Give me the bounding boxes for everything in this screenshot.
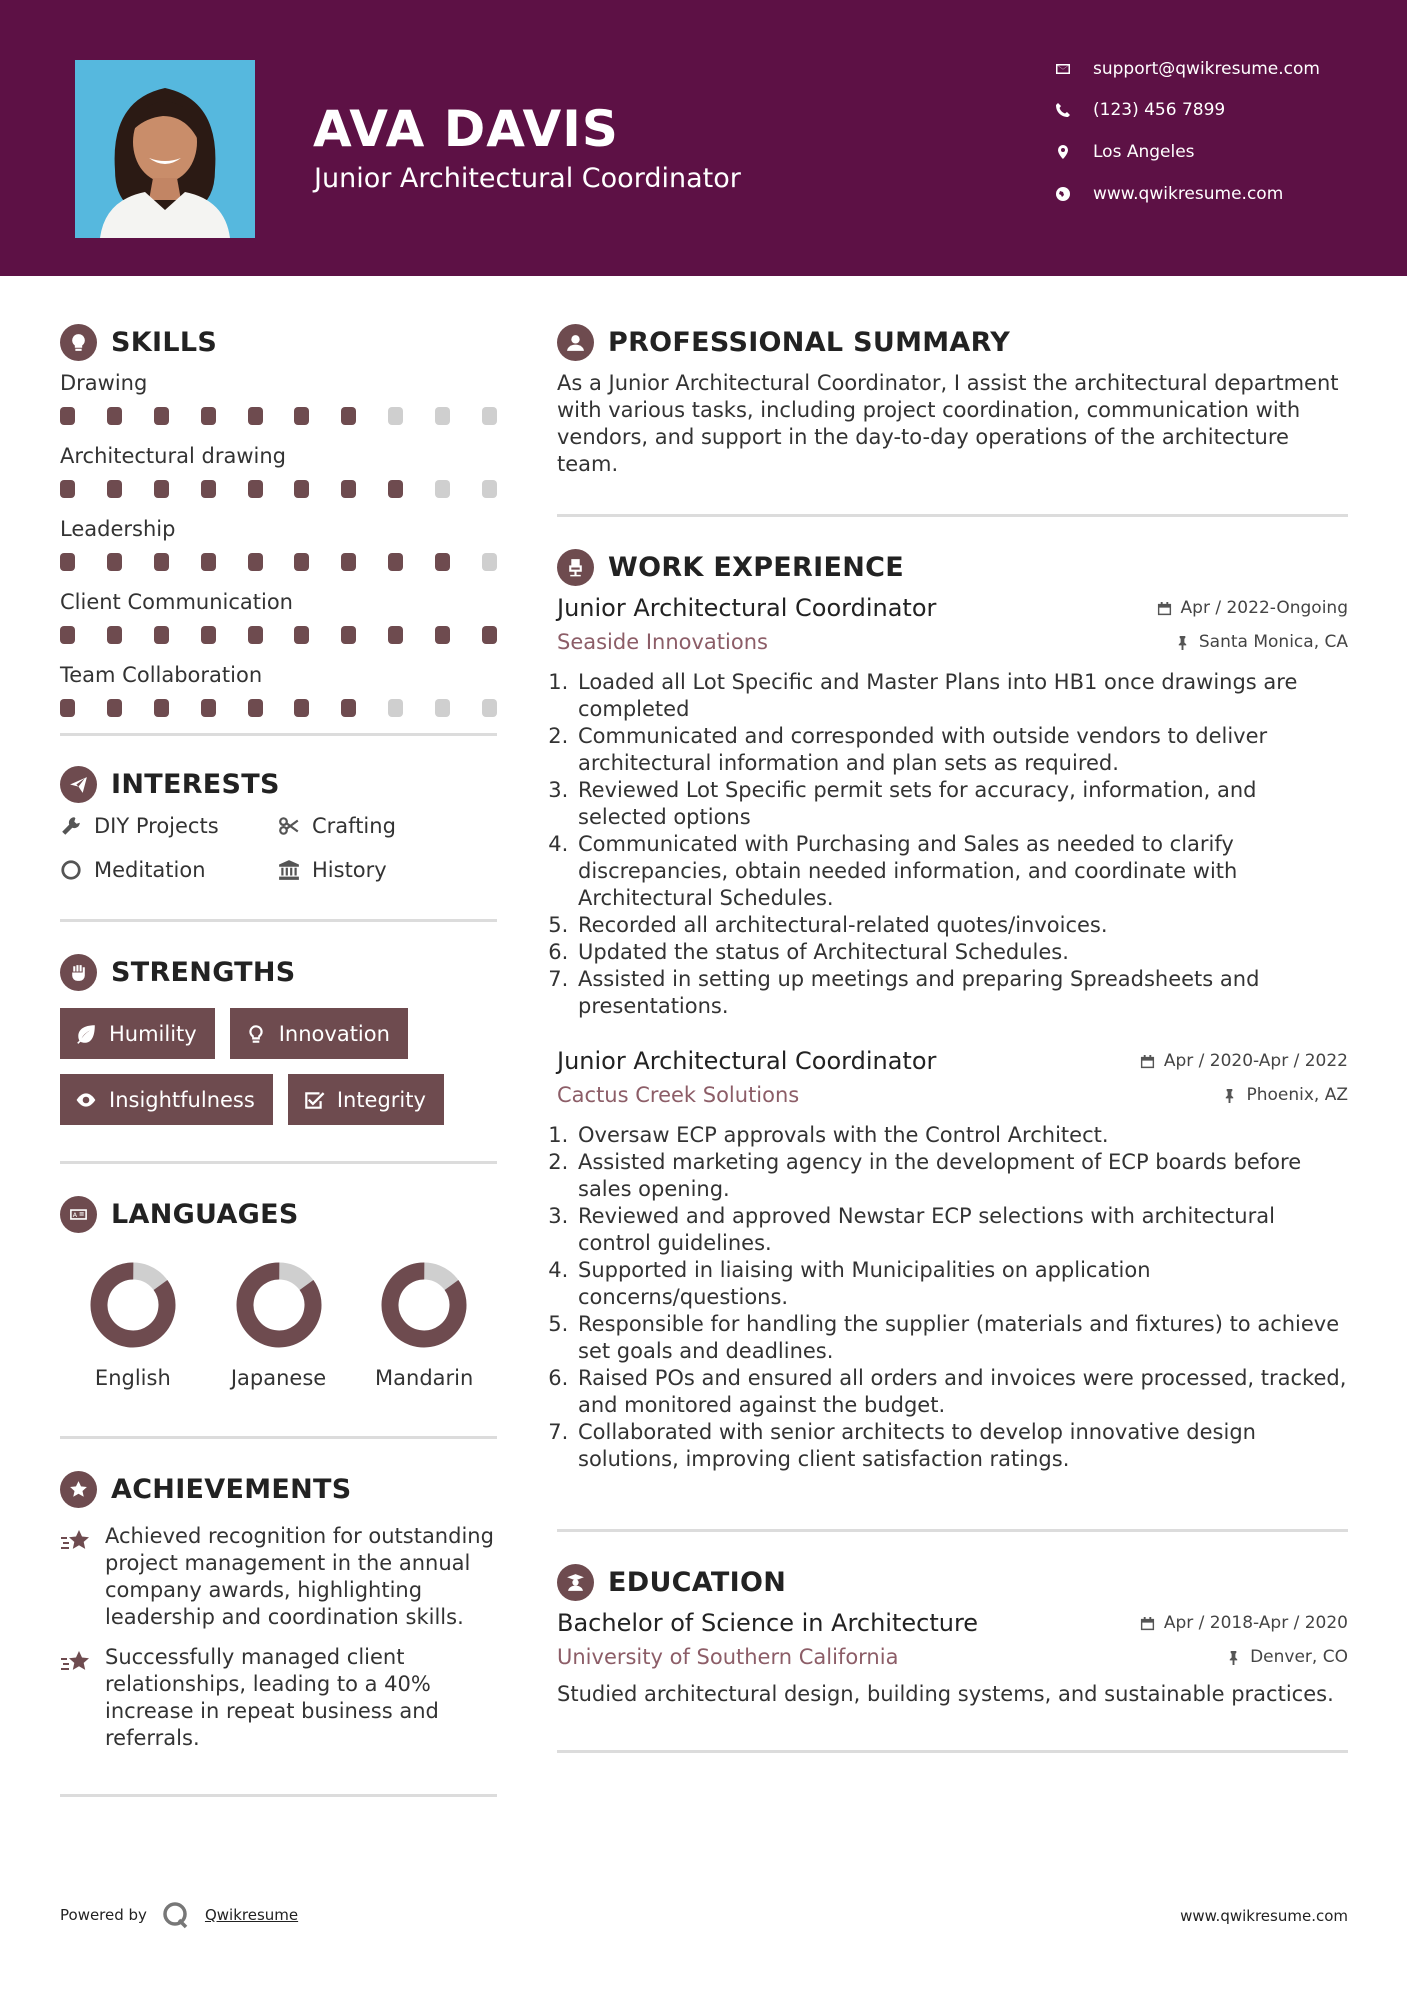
- wrench-icon: [60, 815, 82, 837]
- skill-dot: [435, 626, 450, 644]
- svg-text:A: A: [72, 1211, 78, 1219]
- education-dates: [1140, 1613, 1348, 1633]
- skill-dot: [435, 553, 450, 571]
- strengths-heading: [60, 952, 497, 992]
- languages-title: LANGUAGES: [111, 1198, 299, 1230]
- skill-dot: [294, 480, 309, 498]
- skill-dot: [107, 407, 122, 425]
- company-name: Cactus Creek Solutions: [557, 1083, 800, 1107]
- job-bullet: 7. Collaborated with senior architects to develop innovative design solutions, improving client satisfaction ratings.: [575, 1419, 1348, 1473]
- contact-website-text: www.qwikresume.com: [1093, 184, 1284, 204]
- pushpin-icon: [1175, 635, 1190, 650]
- interests-list: [60, 812, 497, 883]
- job-dates-text: Apr / 2022-Ongoing: [1180, 598, 1348, 618]
- skill-dot: [201, 699, 216, 717]
- star-icon: [60, 1527, 93, 1557]
- language-donut: [381, 1262, 467, 1348]
- job-bullet: 4. Communicated with Purchasing and Sales as needed to clarify discrepancies, obtain needed information, and coordinate with Architectural Schedules.: [575, 831, 1348, 912]
- strength-badge: [60, 1074, 273, 1125]
- section-divider: [557, 1529, 1348, 1532]
- skill-dot: [60, 480, 75, 498]
- skill-name: Team Collaboration: [60, 663, 263, 687]
- interest-item: [278, 856, 496, 883]
- user-icon: [557, 324, 594, 361]
- job-location: [1222, 1085, 1348, 1105]
- skill-rating: [60, 553, 497, 573]
- job-entry: [557, 591, 1348, 1020]
- contact-phone-text: (123) 456 7899: [1093, 100, 1226, 120]
- pushpin-icon: [1226, 1650, 1241, 1665]
- skill-name: Architectural drawing: [60, 444, 286, 468]
- skill-dot: [388, 699, 403, 717]
- skill-dot: [294, 699, 309, 717]
- skill-rating: [60, 626, 497, 646]
- skill-dot: [60, 553, 75, 571]
- summary-text: As a Junior Architectural Coordinator, I assist the architectural department with various tasks, including project coordination, communication with vendors, and support in the day-to-day operations of the architecture team.: [557, 371, 1339, 476]
- education-heading: [557, 1562, 1348, 1602]
- strength-badge: [60, 1008, 215, 1059]
- job-entry: [557, 1044, 1348, 1473]
- skill-dot: [294, 407, 309, 425]
- skill-dot: [482, 626, 497, 644]
- language-icon: [60, 1196, 97, 1233]
- degree-title: Bachelor of Science in Architecture: [557, 1609, 979, 1637]
- skill-dot: [107, 553, 122, 571]
- calendar-icon: [1140, 1054, 1155, 1069]
- job-dates: [1157, 598, 1348, 618]
- job-bullet: 2. Communicated and corresponded with outside vendors to deliver architectural information and plan sets as required.: [575, 723, 1348, 777]
- skill-rating: [60, 699, 497, 719]
- skill-dot: [60, 699, 75, 717]
- interests-title: INTERESTS: [111, 768, 280, 800]
- donut-fill: [236, 1262, 322, 1348]
- language-name: Japanese: [230, 1366, 327, 1390]
- achievements-list: [60, 1523, 497, 1752]
- contact-phone[interactable]: [1055, 100, 1225, 120]
- language-name: Mandarin: [375, 1366, 474, 1390]
- skill-dot: [248, 553, 263, 571]
- check-square-icon: [303, 1089, 325, 1111]
- left-column: [60, 322, 497, 1797]
- leaf-icon: [75, 1023, 97, 1045]
- summary-heading: [557, 322, 1348, 362]
- donut-fill: [381, 1262, 467, 1348]
- job-bullet: 3. Reviewed Lot Specific permit sets for accuracy, information, and selected options: [575, 777, 1348, 831]
- achievements-heading: [60, 1469, 497, 1509]
- phone-icon: [1055, 102, 1071, 118]
- job-bullet: 1. Loaded all Lot Specific and Master Plans into HB1 once drawings are completed: [575, 669, 1348, 723]
- job-title: Junior Architectural Coordinator: [557, 1047, 937, 1075]
- section-divider: [60, 919, 497, 922]
- job-bullets: [557, 1122, 1348, 1473]
- skill-dot: [201, 480, 216, 498]
- skill-dot: [154, 480, 169, 498]
- brand-link[interactable]: Qwikresume: [204, 1906, 299, 1924]
- office-chair-icon: [557, 549, 594, 586]
- languages-heading: [60, 1194, 497, 1234]
- skill-dot: [154, 626, 169, 644]
- skill-dot: [294, 553, 309, 571]
- candidate-title: Junior Architectural Coordinator: [314, 163, 741, 194]
- skill-dot: [341, 480, 356, 498]
- section-divider: [557, 514, 1348, 517]
- skill-dot: [248, 407, 263, 425]
- graduate-icon: [557, 1564, 594, 1601]
- circle-icon: [60, 859, 82, 881]
- interest-label: DIY Projects: [94, 813, 219, 838]
- job-bullet: 7. Assisted in setting up meetings and preparing Spreadsheets and presentations.: [575, 966, 1348, 1020]
- globe-icon: [1055, 186, 1071, 202]
- bank-icon: [278, 859, 300, 881]
- achievements-title: ACHIEVEMENTS: [111, 1473, 352, 1505]
- star-badge-icon: [60, 1471, 97, 1508]
- language-item: [206, 1262, 352, 1390]
- skill-item: [60, 587, 497, 660]
- skill-item: [60, 368, 497, 441]
- skill-dot: [482, 699, 497, 717]
- qwikresume-logo-icon: [161, 1900, 191, 1930]
- education-location: [1226, 1647, 1348, 1667]
- education-dates-text: Apr / 2018-Apr / 2020: [1163, 1613, 1348, 1633]
- education-title: EDUCATION: [608, 1566, 787, 1598]
- language-donut: [236, 1262, 322, 1348]
- summary-title: PROFESSIONAL SUMMARY: [608, 326, 1011, 358]
- job-location-text: Phoenix, AZ: [1246, 1085, 1348, 1105]
- achievement-item: [60, 1523, 497, 1631]
- strength-label: Innovation: [278, 1021, 390, 1046]
- language-item: [351, 1262, 497, 1390]
- job-bullets: [557, 669, 1348, 1020]
- section-divider: [60, 1794, 497, 1797]
- skill-dot: [341, 699, 356, 717]
- lightbulb-icon: [60, 324, 97, 361]
- languages-list: [60, 1262, 497, 1390]
- skill-name: Leadership: [60, 517, 176, 541]
- skill-dot: [248, 480, 263, 498]
- skills-title: SKILLS: [111, 326, 218, 358]
- interest-item: [60, 856, 278, 883]
- donut-fill: [90, 1262, 176, 1348]
- contact-website[interactable]: [1055, 184, 1283, 204]
- job-bullet: 5. Responsible for handling the supplier (materials and fixtures) to achieve set goals and deadlines.: [575, 1311, 1348, 1365]
- paper-plane-icon: [60, 766, 97, 803]
- strength-badge: [288, 1074, 444, 1125]
- skill-dot: [294, 626, 309, 644]
- interest-item: [278, 812, 496, 839]
- skill-dot: [107, 699, 122, 717]
- skill-dot: [341, 553, 356, 571]
- skill-dot: [201, 407, 216, 425]
- skill-dot: [107, 480, 122, 498]
- skill-dot: [435, 480, 450, 498]
- skill-item: [60, 660, 497, 733]
- job-location: [1175, 632, 1348, 652]
- skills-list: [60, 368, 497, 733]
- scissors-icon: [278, 815, 300, 837]
- skill-name: Client Communication: [60, 590, 293, 614]
- language-item: [60, 1262, 206, 1390]
- education-location-text: Denver, CO: [1250, 1647, 1348, 1667]
- lightbulb-icon: [245, 1023, 267, 1045]
- resume-header: [0, 0, 1407, 276]
- section-divider: [557, 1750, 1348, 1753]
- skill-name: Drawing: [60, 371, 148, 395]
- company-name: Seaside Innovations: [557, 630, 768, 654]
- pushpin-icon: [1222, 1088, 1237, 1103]
- strength-badge: [230, 1008, 408, 1059]
- skill-dot: [435, 407, 450, 425]
- job-dates: [1140, 1051, 1348, 1071]
- job-bullet: 1. Oversaw ECP approvals with the Control Architect.: [575, 1122, 1348, 1149]
- language-donut: [90, 1262, 176, 1348]
- skills-heading: [60, 322, 497, 362]
- star-icon: [60, 1648, 93, 1678]
- education-description: Studied architectural design, building systems, and sustainable practices.: [557, 1682, 1334, 1706]
- calendar-icon: [1140, 1616, 1155, 1631]
- strength-label: Humility: [109, 1021, 197, 1046]
- skill-dot: [154, 699, 169, 717]
- skill-dot: [435, 699, 450, 717]
- footer-url[interactable]: www.qwikresume.com: [1180, 1907, 1348, 1925]
- interest-label: Meditation: [94, 857, 206, 882]
- strength-label: Integrity: [336, 1087, 426, 1112]
- contact-location: [1055, 142, 1195, 162]
- calendar-icon: [1157, 601, 1172, 616]
- skill-dot: [341, 407, 356, 425]
- strengths-title: STRENGTHS: [111, 956, 296, 988]
- job-bullet: 2. Assisted marketing agency in the development of ECP boards before sales opening.: [575, 1149, 1348, 1203]
- experience-heading: [557, 547, 1348, 587]
- skill-dot: [154, 553, 169, 571]
- section-divider: [60, 1436, 497, 1439]
- contact-location-text: Los Angeles: [1093, 142, 1195, 162]
- skill-dot: [107, 626, 122, 644]
- skill-dot: [341, 626, 356, 644]
- envelope-icon: [1055, 61, 1071, 77]
- section-divider: [60, 733, 497, 736]
- language-name: English: [94, 1366, 171, 1390]
- skill-dot: [388, 407, 403, 425]
- strength-label: Insightfulness: [109, 1087, 255, 1112]
- experience-title: WORK EXPERIENCE: [608, 551, 904, 583]
- skill-item: [60, 514, 497, 587]
- interests-heading: [60, 764, 497, 804]
- job-dates-text: Apr / 2020-Apr / 2022: [1163, 1051, 1348, 1071]
- section-divider: [60, 1161, 497, 1164]
- skill-dot: [201, 626, 216, 644]
- map-pin-icon: [1055, 144, 1071, 160]
- job-location-text: Santa Monica, CA: [1198, 632, 1348, 652]
- profile-photo: [75, 60, 255, 238]
- job-bullet: 4. Supported in liaising with Municipalities on application concerns/questions.: [575, 1257, 1348, 1311]
- skill-dot: [154, 407, 169, 425]
- strengths-list: [60, 1008, 497, 1125]
- skill-dot: [248, 699, 263, 717]
- eye-icon: [75, 1089, 97, 1111]
- skill-item: [60, 441, 497, 514]
- school-name: University of Southern California: [557, 1645, 899, 1669]
- job-title: Junior Architectural Coordinator: [557, 594, 937, 622]
- job-bullet: 3. Reviewed and approved Newstar ECP selections with architectural control guidelines.: [575, 1203, 1348, 1257]
- footer-powered-by: [60, 1900, 298, 1930]
- skill-dot: [248, 626, 263, 644]
- skill-dot: [482, 480, 497, 498]
- skill-dot: [388, 480, 403, 498]
- candidate-name: AVA DAVIS: [313, 100, 619, 158]
- education-entry: [557, 1606, 1348, 1706]
- interest-label: Crafting: [312, 813, 396, 838]
- skill-dot: [60, 407, 75, 425]
- fist-icon: [60, 954, 97, 991]
- contact-email[interactable]: [1055, 59, 1320, 79]
- achievement-text: Achieved recognition for outstanding project management in the annual company awards, highlighting leadership and coordination skills.: [105, 1524, 494, 1629]
- skill-rating: [60, 480, 497, 500]
- powered-by-text: Powered by: [60, 1906, 147, 1924]
- job-bullet: 6. Updated the status of Architectural Schedules.: [575, 939, 1348, 966]
- skill-dot: [388, 626, 403, 644]
- job-bullet: 5. Recorded all architectural-related quotes/invoices.: [575, 912, 1348, 939]
- contact-email-text: support@qwikresume.com: [1093, 59, 1320, 79]
- interest-label: History: [312, 857, 387, 882]
- skill-rating: [60, 407, 497, 427]
- achievement-text: Successfully managed client relationships, leading to a 40% increase in repeat business and referrals.: [105, 1645, 439, 1750]
- right-column: [557, 322, 1348, 1753]
- skill-dot: [482, 407, 497, 425]
- skill-dot: [60, 626, 75, 644]
- achievement-item: [60, 1644, 497, 1752]
- interest-item: [60, 812, 278, 839]
- skill-dot: [388, 553, 403, 571]
- skill-dot: [482, 553, 497, 571]
- job-bullet: 6. Raised POs and ensured all orders and invoices were processed, tracked, and monitored against the budget.: [575, 1365, 1348, 1419]
- skill-dot: [201, 553, 216, 571]
